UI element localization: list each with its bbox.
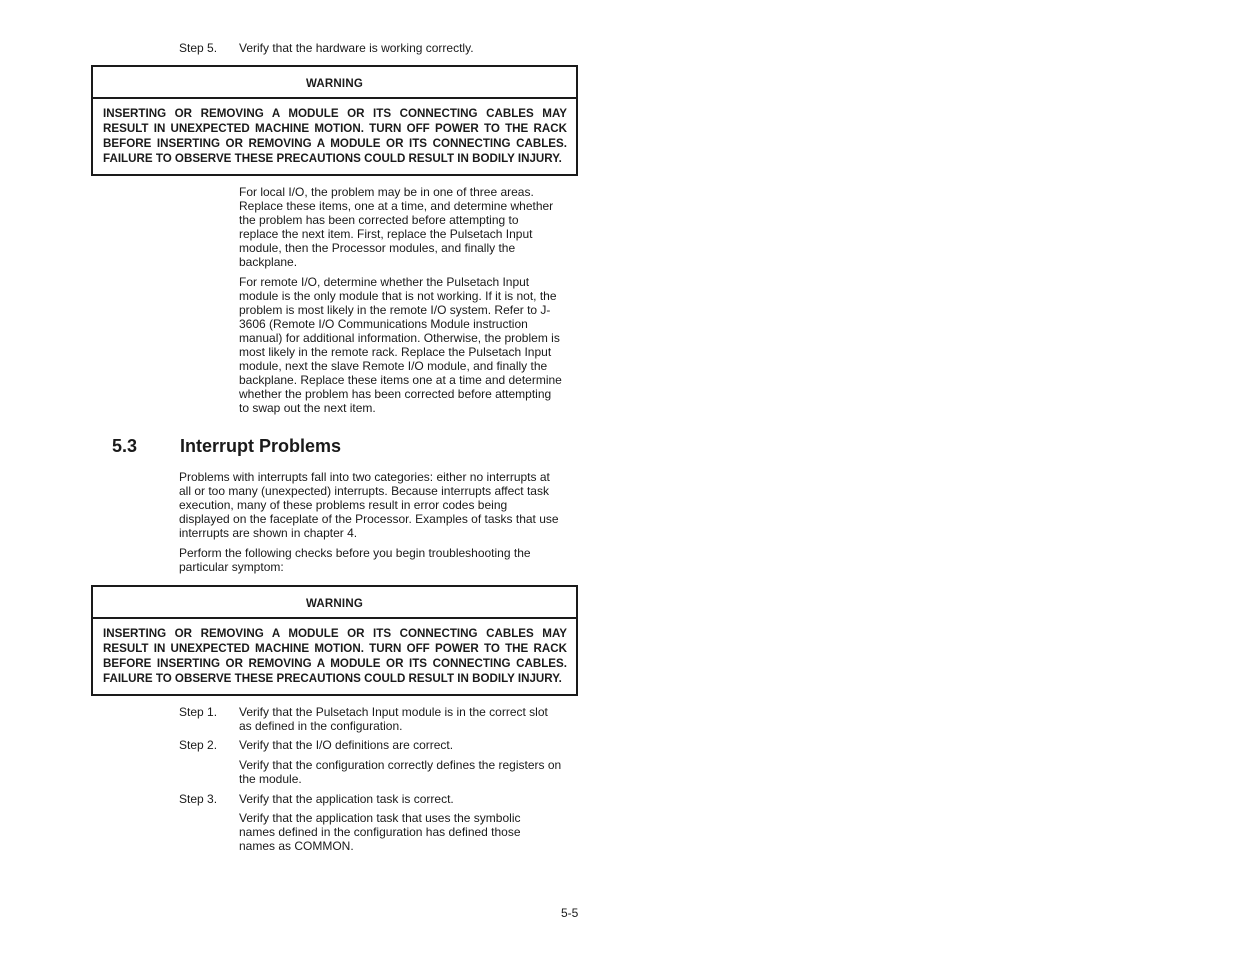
checks-paragraph: Perform the following checks before you begin troubleshooting the particular symptom: — [179, 546, 531, 574]
step-2-note: Verify that the configuration correctly defines the registers on the module. — [239, 758, 562, 786]
warning-box-1 — [91, 65, 578, 176]
step-3-note: Verify that the application task that uses the symbolic names defined in the configuration has defined those names as COMMON. — [239, 811, 521, 853]
warning-title: WARNING — [93, 67, 576, 99]
page-number: 5-5 — [561, 906, 579, 920]
warning-body: INSERTING OR REMOVING A MODULE OR ITS CONNECTING CABLES MAY RESULT IN UNEXPECTED MACHINE MOTION. TURN OFF POWER TO THE RACK BEFORE INSERTING OR REMOVING A MODULE OR ITS CONNECTING CABLES. FAILURE TO OBSERVE THESE PRECAUTIONS COULD RESULT IN BODILY INJURY. — [103, 107, 567, 165]
step-2-text: Verify that the I/O definitions are correct. — [239, 738, 454, 752]
remote-io-paragraph: For remote I/O, determine whether the Pulsetach Input module is the only module that is not working. If it is not, the problem is most likely in the remote I/O system. Refer to J-3606 (Remote I/O Communications Module instruction manual) for additional information. Otherwise, the problem is most likely in the remote rack. Replace the Pulsetach Input module, next the slave Remote I/O module, and finally the backplane. Replace these items one at a time and determine whether the problem has been corrected before attempting to swap out the next item. — [239, 275, 562, 415]
warning-box-2 — [91, 585, 578, 696]
step-3-label: Step 3. — [179, 792, 218, 806]
section-number: 5.3 — [112, 436, 138, 456]
step-1-text: Verify that the Pulsetach Input module is in the correct slot as defined in the configuration. — [239, 705, 548, 733]
interrupt-paragraph: Problems with interrupts fall into two categories: either no interrupts at all or too many (unexpected) interrupts. Because interrupts affect task execution, many of these problems result in error codes being displayed on the faceplate of the Processor. Examples of tasks that use interrupts are shown in chapter 4. — [179, 470, 559, 540]
step-1-label: Step 1. — [179, 705, 218, 719]
local-io-paragraph: For local I/O, the problem may be in one of three areas. Replace these items, one at a time, and determine whether the problem has been corrected before attempting to replace the next item. First, replace the Pulsetach Input module, then the Processor modules, and finally the backplane. — [239, 185, 554, 269]
step-2-label: Step 2. — [179, 738, 218, 752]
step-3-text: Verify that the application task is correct. — [239, 792, 454, 806]
section-title: Interrupt Problems — [180, 436, 342, 456]
warning-body: INSERTING OR REMOVING A MODULE OR ITS CONNECTING CABLES MAY RESULT IN UNEXPECTED MACHINE MOTION. TURN OFF POWER TO THE RACK BEFORE INSERTING OR REMOVING A MODULE OR ITS CONNECTING CABLES. FAILURE TO OBSERVE THESE PRECAUTIONS COULD RESULT IN BODILY INJURY. — [103, 627, 567, 685]
step-5-text: Verify that the hardware is working correctly. — [239, 41, 474, 55]
step-5-label: Step 5. — [179, 41, 218, 55]
warning-title: WARNING — [93, 587, 576, 619]
